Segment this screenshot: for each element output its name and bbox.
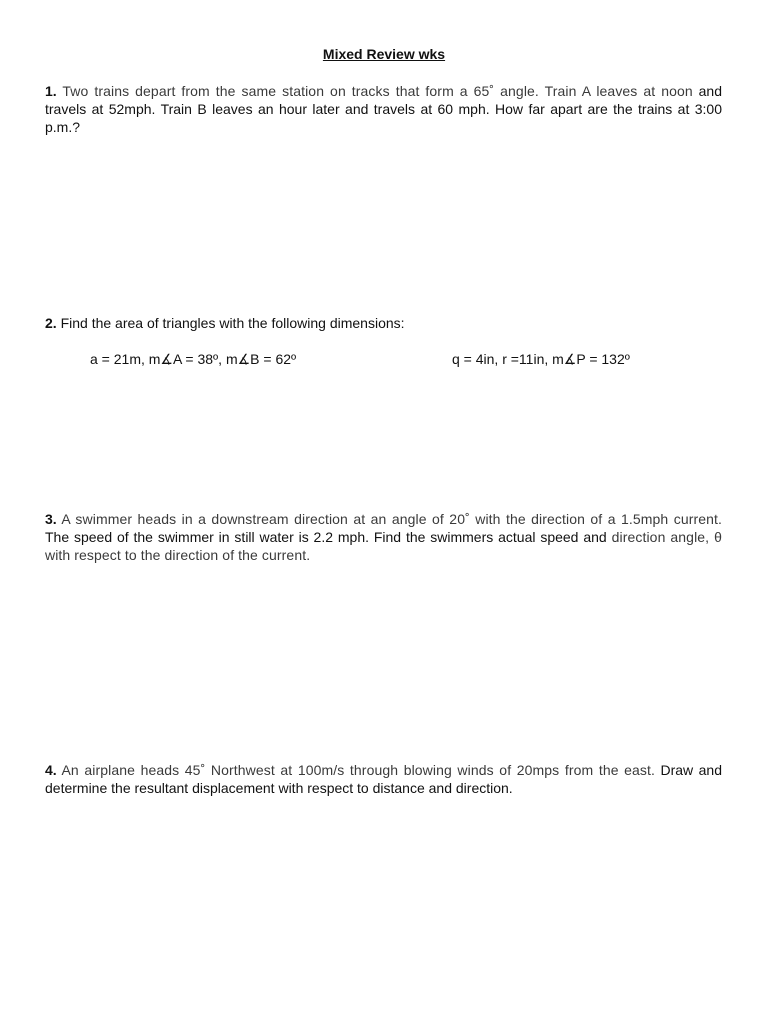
triangle-dimensions-right: q = 4in, r =11in, m∡P = 132º	[452, 351, 630, 367]
problem-text: Draw and determine the resultant displacement with respect to distance and direction.	[45, 762, 722, 796]
problem-3	[45, 510, 722, 564]
problem-2	[45, 314, 722, 332]
problem-text: The speed of the swimmer in still water is 2.2 mph. Find the swimmers actual speed and	[45, 529, 607, 545]
problem-text: Two trains depart from the same station on tracks that form a 65˚ angle. Train A leaves at noon	[56, 83, 693, 99]
problem-number: 1.	[45, 83, 57, 99]
problem-1	[45, 82, 722, 136]
problem-text: A swimmer heads in a downstream direction at an angle of 20˚ with the direction of a 1.5mph current.	[56, 511, 722, 527]
problem-text: and travels at 52mph. Train B leaves an hour later and travels at 60 mph. How far apart are the trains at 3:00 p.m.?	[45, 83, 722, 135]
triangle-dimensions-left: a = 21m, m∡A = 38º, m∡B = 62º	[90, 351, 297, 367]
page-title: Mixed Review wks	[322, 46, 446, 62]
problem-text: An airplane heads 45˚ Northwest at 100m/s through blowing winds of 20mps from the east.	[56, 762, 656, 778]
problem-number: 4.	[45, 762, 57, 778]
problem-number: 2.	[45, 315, 57, 331]
problem-number: 3.	[45, 511, 57, 527]
problem-text: direction angle, θ with respect to the direction of the current.	[45, 529, 723, 563]
problem-4	[45, 761, 722, 797]
problem-text: Find the area of triangles with the following dimensions:	[56, 315, 405, 331]
